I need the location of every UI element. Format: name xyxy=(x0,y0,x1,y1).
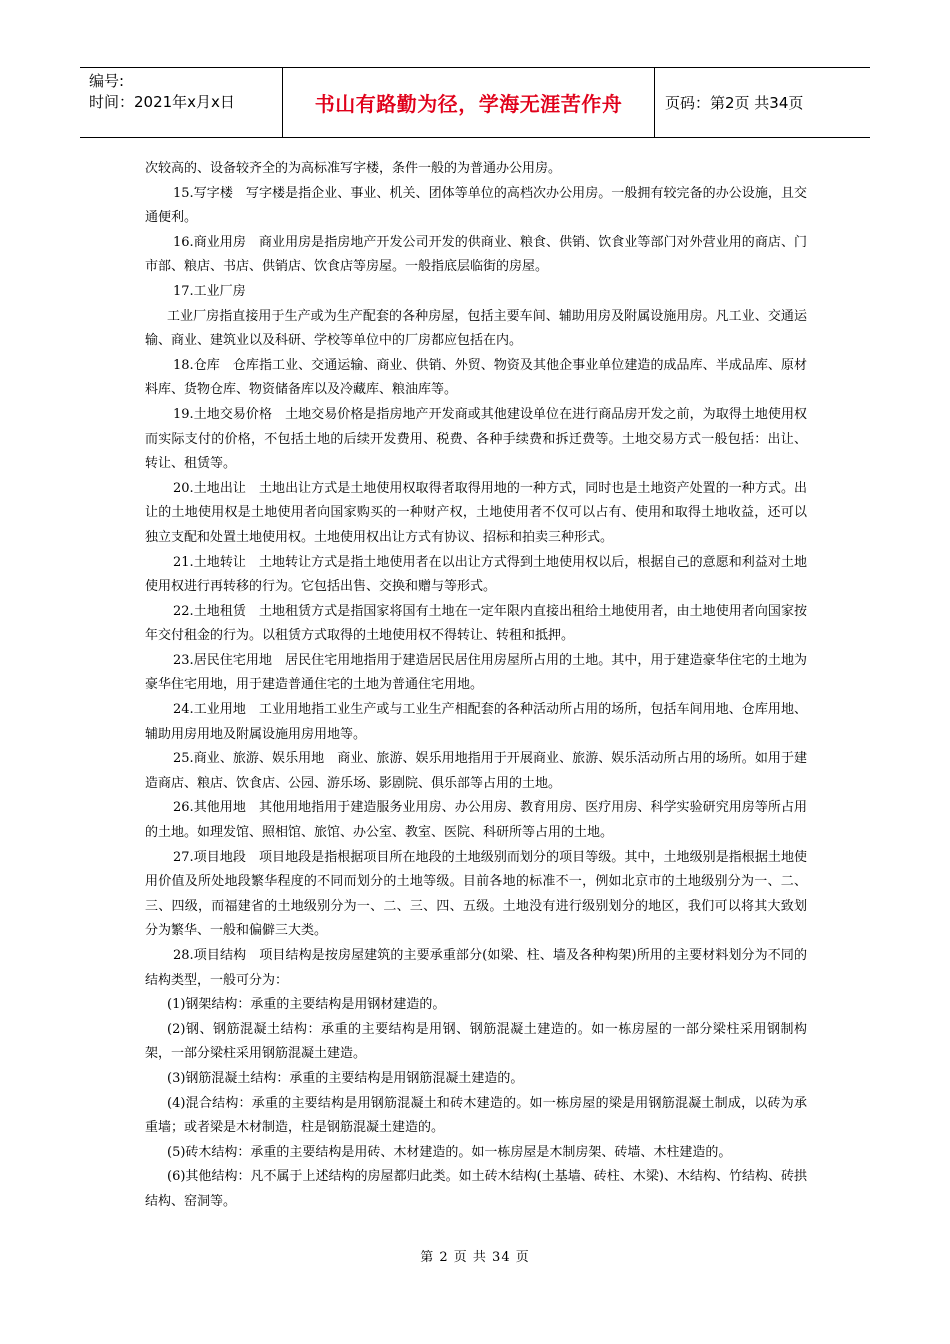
paragraph: 工业厂房指直接用于生产或为生产配套的各种房屋，包括主要车间、辅助用房及附属设施用房。凡工业、交通运输、商业、建筑业以及科研、学校等单位中的厂房都应包括在内。 xyxy=(145,308,807,349)
paragraph: (6)其他结构：凡不属于上述结构的房屋都归此类。如土砖木结构(土基墙、砖柱、木梁)、木结构、竹结构、砖拱结构、窑洞等。 xyxy=(145,1169,807,1209)
paragraph: 28.项目结构 项目结构是按房屋建筑的主要承重部分(如梁、柱、墙及各种构架)所用的主要材料划分为不同的结构类型，一般可分为： xyxy=(145,948,807,988)
paragraph: (1)钢架结构：承重的主要结构是用钢材建造的。 xyxy=(167,997,446,1013)
time-label: 时间：2021年x月x日 xyxy=(89,93,235,111)
page-header xyxy=(80,67,870,138)
paragraph: 26.其他用地 其他用地指用于建造服务业用房、办公用房、教育用房、医疗用房、科学实验研究用房等所占用的土地。如理发馆、照相馆、旅馆、办公室、教室、医院、科研所等占用的土地。 xyxy=(145,800,807,841)
header-motto-cell xyxy=(283,68,655,137)
number-label: 编号: xyxy=(89,72,125,90)
page-footer: 第 2 页 共 34 页 xyxy=(420,1250,530,1265)
page-info: 页码：第2页 共34页 xyxy=(665,94,804,112)
paragraph: 20.土地出让 土地出让方式是土地使用权取得者取得用地的一种方式，同时也是土地资产处置的一种方式。出让的土地使用权是土地使用者向国家购买的一种财产权，土地使用者不仅可以占有、使用和取得土地收益，还可以独立支配和处置土地使用权。土地使用权出让方式有协议、招标和拍卖三种形式。 xyxy=(145,480,807,545)
motto-text: 书山有路勤为径，学海无涯苦作舟 xyxy=(314,92,623,116)
paragraph: 次较高的、设备较齐全的为高标准写字楼，条件一般的为普通办公用房。 xyxy=(145,161,562,176)
header-meta xyxy=(80,68,283,137)
document-body xyxy=(145,157,807,1215)
paragraph: 16.商业用房 商业用房是指房地产开发公司开发的供商业、粮食、供销、饮食业等部门对外营业用的商店、门市部、粮店、书店、供销店、饮食店等房屋。一般指底层临街的房屋。 xyxy=(145,234,807,275)
paragraph: 17.工业厂房 xyxy=(173,283,246,299)
paragraph: 18.仓库 仓库指工业、交通运输、商业、供销、外贸、物资及其他企事业单位建造的成品库、半成品库、原材料库、货物仓库、物资储备库以及冷藏库、粮油库等。 xyxy=(145,357,807,398)
paragraph: 22.土地租赁 土地租赁方式是指国家将国有土地在一定年限内直接出租给土地使用者，由土地使用者向国家按年交付租金的行为。以租赁方式取得的土地使用权不得转让、转租和抵押。 xyxy=(145,603,807,644)
paragraph: (2)钢、钢筋混凝土结构：承重的主要结构是用钢、钢筋混凝土建造的。如一栋房屋的一部分梁柱采用钢制构架，一部分梁柱采用钢筋混凝土建造。 xyxy=(145,1021,807,1062)
paragraph: (3)钢筋混凝土结构：承重的主要结构是用钢筋混凝土建造的。 xyxy=(167,1070,524,1086)
paragraph: (5)砖木结构：承重的主要结构是用砖、木材建造的。如一栋房屋是木制房架、砖墙、木柱建造的。 xyxy=(167,1144,732,1160)
paragraph: 15.写字楼 写字楼是指企业、事业、机关、团体等单位的高档次办公用房。一般拥有较完备的办公设施，且交通便利。 xyxy=(145,185,807,226)
header-page-cell xyxy=(655,68,870,137)
paragraph: (4)混合结构：承重的主要结构是用钢筋混凝土和砖木建造的。如一栋房屋的梁是用钢筋混凝土制成，以砖为承重墙；或者梁是木材制造，柱是钢筋混凝土建造的。 xyxy=(145,1095,807,1136)
paragraph: 23.居民住宅用地 居民住宅用地指用于建造居民居住用房屋所占用的土地。其中，用于建造豪华住宅的土地为豪华住宅用地，用于建造普通住宅的土地为普通住宅用地。 xyxy=(145,652,807,693)
paragraph: 27.项目地段 项目地段是指根据项目所在地段的土地级别而划分的项目等级。其中，土地级别是指根据土地使用价值及所处地段繁华程度的不同而划分的土地等级。目前各地的标准不一，例如北京市的土地级别分为一、二、三、四级，而福建省的土地级别分为一、二、三、四、五级。土地没有进行级别划分的地区，我们可以将其大致划分为繁华、一般和偏僻三大类。 xyxy=(145,849,807,939)
paragraph: 19.土地交易价格 土地交易价格是指房地产开发商或其他建设单位在进行商品房开发之前，为取得土地使用权而实际支付的价格，不包括土地的后续开发费用、税费、各种手续费和拆迁费等。土地交易方式一般包括：出让、转让、租赁等。 xyxy=(145,406,807,472)
paragraph: 24.工业用地 工业用地指工业生产或与工业生产相配套的各种活动所占用的场所，包括车间用地、仓库用地、辅助用房用地及附属设施用房用地等。 xyxy=(145,702,807,742)
paragraph: 21.土地转让 土地转让方式是指土地使用者在以出让方式得到土地使用权以后，根据自己的意愿和利益对土地使用权进行再转移的行为。它包括出售、交换和赠与等形式。 xyxy=(145,554,807,595)
paragraph: 25.商业、旅游、娱乐用地 商业、旅游、娱乐用地指用于开展商业、旅游、娱乐活动所占用的场所。如用于建造商店、粮店、饮食店、公园、游乐场、影剧院、俱乐部等占用的土地。 xyxy=(145,751,807,791)
